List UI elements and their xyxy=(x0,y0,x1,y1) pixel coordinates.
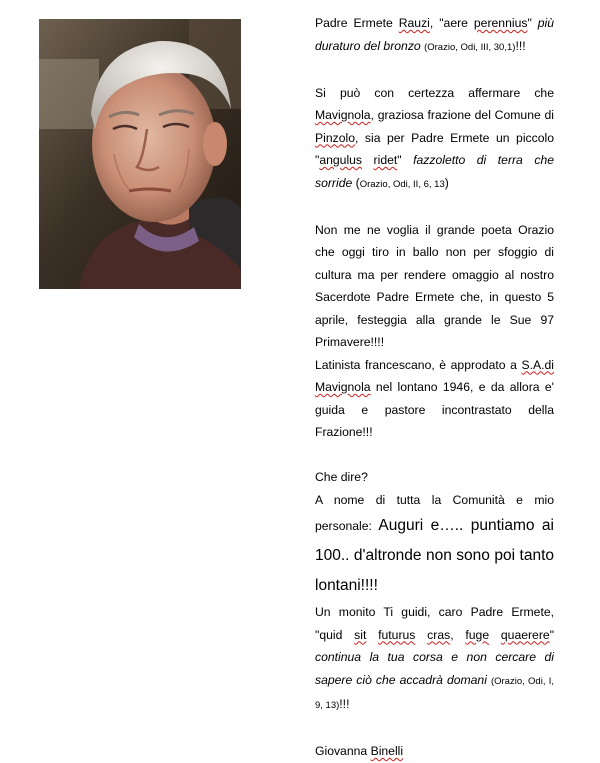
paragraph-mavignola xyxy=(315,82,554,197)
blank-line xyxy=(315,444,554,467)
p1-italic: più duraturo del bronzo xyxy=(315,16,554,53)
p2-text: ( xyxy=(352,175,360,190)
p7-text: , xyxy=(450,627,466,642)
p2-text: ) xyxy=(444,175,449,190)
p7-latin: sit xyxy=(354,627,367,642)
p6-text: A nome di tutta la Comunità e mio personale: xyxy=(315,492,554,533)
paragraph-orazio: Non me ne voglia il grande poeta Orazio che oggi tiro in ballo non per sfoggio di cultura ma per rendere omaggio al nostro Sacerdote Padre Ermete che, in questo 5 aprile, festeggia alla grande le Sue 97 Primavere!!!! xyxy=(315,222,554,349)
paragraph-auguri xyxy=(315,489,554,602)
paragraph-monito xyxy=(315,601,554,718)
p1-exclaim: !!! xyxy=(515,38,526,53)
p7-latin: fuge xyxy=(465,627,490,642)
p1-text: , "aere xyxy=(429,16,474,30)
p7-space xyxy=(415,628,427,642)
p4-text: nel lontano 1946, e da allora e' guida e pastore incontrastato della Frazione!!! xyxy=(315,380,554,439)
p1-name: Rauzi xyxy=(398,16,430,30)
p2-latin: angulus xyxy=(319,153,363,167)
blank-line xyxy=(315,196,554,219)
p6-large-text: Auguri e….. puntiamo ai 100.. d'altronde non sono poi tanto lontani!!!! xyxy=(315,517,554,594)
p2-italic: fazzoletto di terra che sorride xyxy=(315,153,554,190)
p4-text: Latinista francescano, è approdato a xyxy=(315,357,522,372)
signature xyxy=(315,740,554,763)
p7-space xyxy=(489,628,501,642)
paragraph-latinista xyxy=(315,354,554,444)
blank-line xyxy=(315,59,554,82)
portrait-photo xyxy=(39,19,241,289)
signature-first-name: Giovanna xyxy=(315,744,371,758)
p7-citation: (Orazio, Odi, I, 9, 13) xyxy=(315,675,555,711)
article-text xyxy=(315,12,554,763)
p7-text: Un monito Ti guidi, caro Padre Ermete, "quid xyxy=(315,605,554,642)
p2-text: , sia per Padre Ermete un piccolo " xyxy=(315,130,554,167)
p7-text: " xyxy=(549,627,555,642)
p2-space xyxy=(362,153,374,167)
p7-exclaim: !!! xyxy=(339,697,350,711)
p7-latin: quaerere xyxy=(500,627,550,642)
p2-place: Mavignola xyxy=(315,108,371,122)
portrait-photo-image xyxy=(39,19,241,289)
p2-text: Si può con certezza affermare che xyxy=(315,85,554,100)
p2-text: " xyxy=(397,153,414,167)
p4-place: Mavignola xyxy=(315,380,371,394)
p2-place: Pinzolo xyxy=(315,130,355,145)
p2-citation: Orazio, Odi, II, 6, 13 xyxy=(359,178,445,190)
p7-latin: cras xyxy=(427,627,451,642)
blank-line xyxy=(315,718,554,741)
paragraph-title xyxy=(315,12,554,59)
p7-italic: continua la tua corsa e non cercare di sapere ciò che accadrà domani xyxy=(315,650,554,687)
signature-last-name: Binelli xyxy=(370,744,404,758)
p1-citation: (Orazio, Odi, III, 30,1) xyxy=(424,41,516,53)
p7-space xyxy=(366,628,378,642)
p4-abbr: S.A.di xyxy=(521,357,554,372)
paragraph-che-dire: Che dire? xyxy=(315,470,368,484)
p2-text: , graziosa frazione del Comune di xyxy=(370,108,554,122)
p1-latin: perennius xyxy=(473,16,528,30)
p1-text: Padre Ermete xyxy=(315,16,399,30)
p7-latin: futurus xyxy=(378,627,416,642)
p1-text: " xyxy=(527,16,538,30)
p2-latin: ridet xyxy=(373,153,398,167)
